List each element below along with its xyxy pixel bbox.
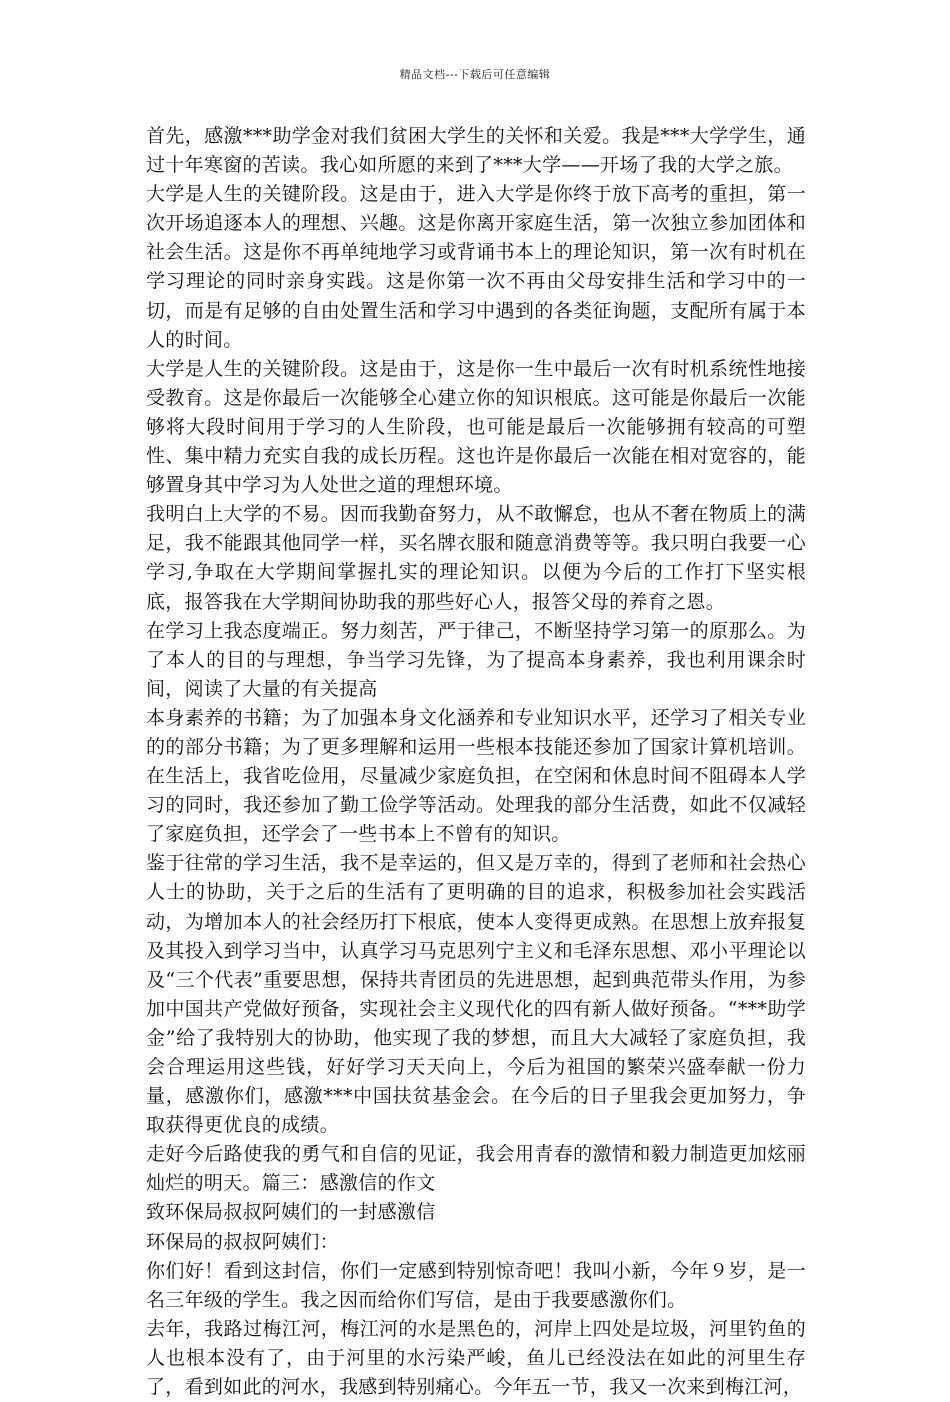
letter-title: 致环保局叔叔阿姨们的一封感激信 <box>146 1201 436 1224</box>
paragraph: 大学是人生的关键阶段。这是由于，这是你一生中最后一次有时机系统性地接受教育。这是你最后一次能够全心建立你的知识根底。这可能是你最后一次能够将大段时间用于学习的人生阶段，也可能是最后一次能够拥有较高的可塑性、集中精力充实自我的成长历程。这也许是你最后一次能在相对宽容的，能够置身其中学习为人处世之道的理想环境。 <box>146 357 806 497</box>
paragraph: 在学习上我态度端正。努力刻苦，严于律己，不断坚持学习第一的原那么。为了本人的目的与理想，争当学习先锋，为了提高本身素养，我也利用课余时间，阅读了大量的有关提高 <box>146 619 806 700</box>
paragraph: 首先，感激***助学金对我们贫困大学生的关怀和关爱。我是***大学学生，通过十年寒窗的苦读。我心如所愿的来到了***大学——开场了我的大学之旅。 <box>146 125 806 177</box>
paragraph: 去年，我路过梅江河，梅江河的水是黑色的，河岸上四处是垃圾，河里钓鱼的人也根本没有了，由于河里的水污染严峻，鱼儿已经没法在如此的河里生存了，看到如此的河水，我感到特别痛心。今年五一节，我又一次来到梅江河， <box>146 1317 806 1399</box>
document-body <box>146 122 806 1402</box>
paragraph: 走好今后路使我的勇气和自信的见证，我会用青春的激情和毅力制造更加炫丽灿烂的明天。篇三：感激信的作文 <box>146 1143 806 1195</box>
paragraph: 你们好！看到这封信，你们一定感到特别惊奇吧！我叫小新，今年９岁，是一名三年级的学生。我之因而给你们写信，是由于我要感激你们。 <box>146 1259 806 1311</box>
paragraph: 大学是人生的关键阶段。这是由于，进入大学是你终于放下高考的重担，第一次开场追逐本人的理想、兴趣。这是你离开家庭生活，第一次独立参加团体和社会生活。这是你不再单纯地学习或背诵书本上的理论知识，第一次有时机在学习理论的同时亲身实践。这是你第一次不再由父母安排生活和学习中的一切，而是有足够的自由处置生活和学习中遇到的各类征询题，支配所有属于本人的时间。 <box>146 183 806 351</box>
page-header: 精品文档---下载后可任意编辑 <box>399 68 551 81</box>
paragraph: 鉴于往常的学习生活，我不是幸运的，但又是万幸的，得到了老师和社会热心人士的协助，关于之后的生活有了更明确的目的追求，积极参加社会实践活动，为增加本人的社会经历打下根底，使本人变得更成熟。在思想上放弃报复及其投入到学习当中，认真学习马克思列宁主义和毛泽东思想、邓小平理论以及“三个代表”重要思想，保持共青团员的先进思想，起到典范带头作用，为参加中国共产党做好预备，实现社会主义现代化的四有新人做好预备。“***助学金”给了我特别大的协助，他实现了我的梦想，而且大大减轻了家庭负担，我会合理运用这些钱，好好学习天天向上，今后为祖国的繁荣兴盛奉献一份力量，感激你们，感激***中国扶贫基金会。在今后的日子里我会更加努力，争取获得更优良的成绩。 <box>146 852 806 1137</box>
paragraph: 我明白上大学的不易。因而我勤奋努力，从不敢懈怠，也从不奢在物质上的满足，我不能跟其他同学一样，买名牌衣服和随意消费等等。我只明白我要一心学习,争取在大学期间掌握扎实的理论知识。以便为今后的工作打下坚实根底，报答我在大学期间协助我的那些好心人，报答父母的养育之恩。 <box>146 503 806 613</box>
letter-salutation: 环保局的叔叔阿姨们： <box>146 1230 340 1253</box>
paragraph: 本身素养的书籍；为了加强本身文化涵养和专业知识水平，还学习了相关专业的的部分书籍；为了更多理解和运用一些根本技能还参加了国家计算机培训。在生活上，我省吃俭用，尽量减少家庭负担，在空闲和休息时间不阻碍本人学习的同时，我还参加了勤工俭学等活动。处理我的部分生活费，如此不仅减轻了家庭负担，还学会了一些书本上不曾有的知识。 <box>146 706 806 846</box>
